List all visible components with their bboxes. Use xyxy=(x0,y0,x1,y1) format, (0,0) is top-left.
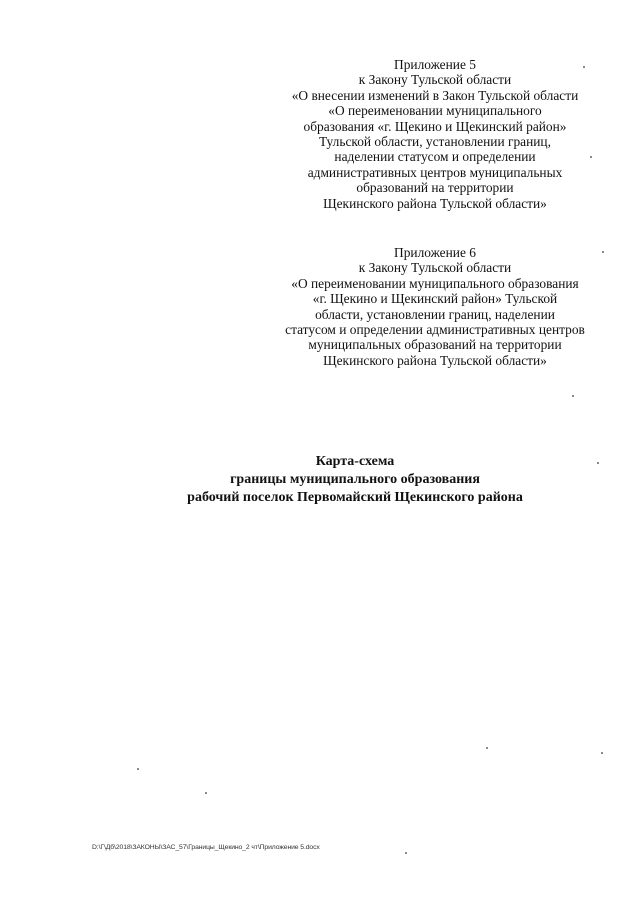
scan-speck xyxy=(405,852,407,854)
map-title-heading: Карта-схема xyxy=(315,454,395,469)
map-title-subheading: рабочий поселок Первомайский Щекинского района xyxy=(187,490,523,505)
appendix-5-line: образований на территории xyxy=(356,180,514,196)
appendix-5-line: «О переименовании муниципального xyxy=(328,103,542,119)
scan-speck xyxy=(486,747,488,749)
appendix-5-line: Тульской области, установлении границ, xyxy=(319,134,551,150)
appendix-6-line: области, установлении границ, наделении xyxy=(315,306,555,322)
appendix-6-line: Щекинского района Тульской области» xyxy=(323,352,547,368)
appendix-6-line: к Закону Тульской области xyxy=(358,260,512,276)
map-title xyxy=(140,453,570,507)
appendix-6-line: «О переименовании муниципального образования xyxy=(291,275,579,291)
appendix-6-line: статусом и определении административных центров xyxy=(285,322,585,338)
appendix-6-header xyxy=(255,245,615,368)
scan-speck xyxy=(137,768,139,770)
scan-speck xyxy=(572,395,574,397)
appendix-5-header xyxy=(255,57,615,211)
scan-speck xyxy=(583,66,585,68)
appendix-5-line: образования «г. Щекино и Щекинский район» xyxy=(303,118,567,134)
appendix-6-line: «г. Щекино и Щекинский район» Тульской xyxy=(312,291,558,307)
scan-speck xyxy=(601,752,603,754)
appendix-5-line: «О внесении изменений в Закон Тульской области xyxy=(291,87,579,103)
appendix-5-line: Щекинского района Тульской области» xyxy=(323,195,547,211)
appendix-5-line: административных центров муниципальных xyxy=(307,164,563,180)
appendix-6-number: Приложение 6 xyxy=(394,245,476,260)
footer-file-path: D:\Г\Дб\2018\ЗАКОНЫ\ЗАС_57\Границы_Щекино_2 чт\Приложение 5.docx xyxy=(92,844,320,851)
appendix-5-line: к Закону Тульской области xyxy=(358,72,512,88)
map-title-subheading: границы муниципального образования xyxy=(230,472,480,487)
scan-speck xyxy=(597,462,599,464)
scan-speck xyxy=(205,792,207,794)
scan-speck xyxy=(602,251,604,253)
appendix-5-line: наделении статусом и определении xyxy=(334,149,536,165)
appendix-5-number: Приложение 5 xyxy=(394,57,476,72)
appendix-6-line: муниципальных образований на территории xyxy=(308,337,562,353)
scan-speck xyxy=(590,156,592,158)
